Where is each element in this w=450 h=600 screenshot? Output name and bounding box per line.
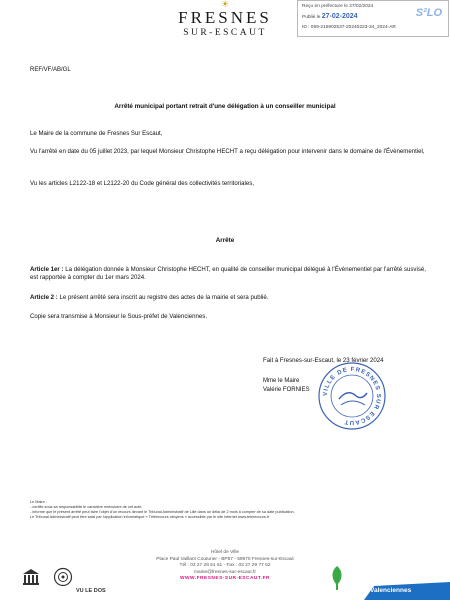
notes-line-2: - informe que le présent arrêté peut faire l'objet d'un recours devant le Tribunal Administratif de Lille dans un délai de 2 mois à compter de sa date publication. — [30, 510, 295, 514]
article-1-text: La délégation donnée à Monsieur Christophe HECHT, en qualité de conseiller municipal délégué à l'Évènementiel par l'arrêté susvisé, est rapportée à compter du 1er mars 2024. — [30, 266, 426, 281]
footer-hotel-de-ville: Hôtel de Ville — [210, 550, 240, 555]
footer-street: Place Paul Vaillant Couturier - BP57 - 59970 Fresnes-sur-Escaut — [156, 556, 294, 562]
notes-line-3: Le Tribunal Administratif peut être saisi par l'application informatique « Télérecours citoyens » accessible par le site internet www.telerecours.fr — [30, 515, 270, 519]
footer-email: mairie@fresnes-sur-escaut.fr — [194, 569, 256, 575]
sun-icon: ☀ — [220, 0, 230, 9]
footer-phone: Tél : 03 27 28 51 51 - Fax : 03 27 29 77 52 — [179, 563, 271, 569]
signatory-name: Valérie FORNIES — [263, 387, 310, 393]
preamble-vu-arrete: Vu l'arrêté en date du 05 juillet 2023, par lequel Monsieur Christophe HECHT a reçu délégation pour intervenir dans le domaine de l'Évènementiel, — [30, 148, 425, 155]
article-2 — [30, 294, 430, 302]
copy-note: Copie sera transmise à Monsieur le Sous-préfet de Valenciennes. — [30, 313, 208, 320]
official-seal — [317, 361, 387, 431]
signatory-title: Mme le Maire — [263, 378, 300, 384]
slo-logo: S²LO — [415, 7, 442, 19]
seal-inner-ring — [331, 375, 373, 417]
stamp-published-label: Publié le — [302, 15, 321, 20]
stamp-published — [302, 13, 358, 20]
valenciennes-logo — [364, 582, 450, 600]
article-1-label: Article 1er : — [30, 266, 64, 273]
logo-subtitle: SUR-ESCAUT — [183, 28, 267, 38]
preamble-maire: Le Maire de la commune de Fresnes Sur Escaut, — [30, 130, 163, 137]
reference: REF/VF/AB/GL — [30, 67, 71, 73]
valenciennes-label: Valenciennes — [370, 587, 412, 594]
stamp-id: ID : 059-215902537-20240223-34_2024-AR — [302, 25, 396, 30]
article-1 — [30, 266, 430, 282]
notes-heading: Le Maire : — [30, 500, 47, 504]
receipt-stamp — [297, 0, 449, 37]
footer-website[interactable]: WWW.FRESNES-SUR-ESCAUT.FR — [179, 576, 271, 582]
preamble-vu-articles: Vu les articles L2122-18 et L2122-20 du Code général des collectivités territoriales, — [30, 180, 255, 187]
seal-emblem — [341, 401, 365, 405]
green-leaf-icon — [330, 565, 344, 591]
seal-signature-stroke — [339, 393, 367, 399]
notes-line-1: - certifie sous sa responsabilité le caractère exécutoire de cet acte, — [30, 505, 143, 509]
article-2-text: Le présent arrêté sera inscrit au registre des actes de la mairie et sera publié. — [59, 294, 269, 301]
article-2-label: Article 2 : — [30, 294, 58, 301]
town-logo — [150, 0, 300, 39]
footer-address — [100, 550, 350, 583]
stamp-received: Reçu en préfecture le 27/02/2024 — [302, 4, 374, 9]
legal-notes — [30, 500, 430, 520]
unesco-temple-icon — [22, 568, 40, 586]
partner-emblem-icon — [53, 567, 73, 587]
logo-name: FRESNES — [178, 8, 272, 27]
place-date: Fait à Fresnes-sur-Escaut, le 23 février 2024 — [263, 357, 384, 364]
document-title: Arrêté municipal portant retrait d'une délégation à un conseiller municipal — [114, 103, 336, 110]
stamp-published-date: 27-02-2024 — [321, 13, 358, 20]
seal-text: VILLE DE FRESNES SUR ESCAUT — [322, 366, 382, 426]
arrete-heading: Arrête — [215, 237, 235, 244]
vu-le-dos-label: VU LE DOS — [76, 588, 106, 594]
svg-text:VILLE DE FRESNES SUR ESCAUT — [323, 367, 381, 425]
